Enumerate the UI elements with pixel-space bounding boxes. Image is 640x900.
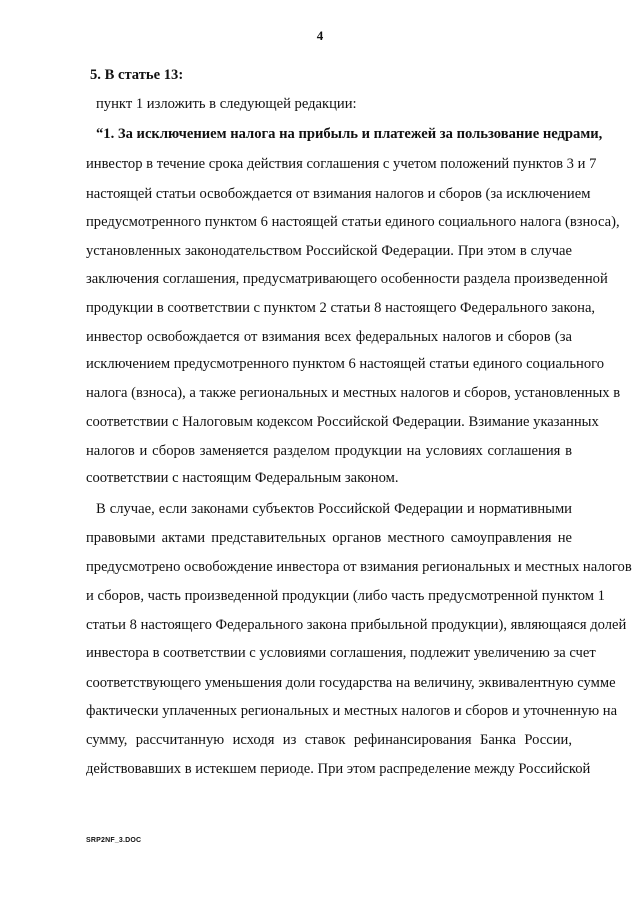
page-number: 4 — [316, 28, 324, 43]
section-heading: 5. В статье 13: — [90, 67, 184, 83]
paragraph1-line: инвестор в течение срока действия соглашения с учетом положений пунктов 3 и 7 — [86, 156, 597, 172]
paragraph1-line: соответствии с настоящим Федеральным законом. — [86, 470, 399, 486]
intro-line: пункт 1 изложить в следующей редакции: — [96, 96, 357, 112]
paragraph2-line: действовавших в истекшем периоде. При этом распределение между Российской — [86, 761, 591, 777]
paragraph2-line: и сборов, часть произведенной продукции (либо часть предусмотренной пунктом 1 — [86, 588, 605, 604]
paragraph2-line: соответствующего уменьшения доли государства на величину, эквивалентную сумме — [86, 675, 616, 691]
paragraph1-line: налога (взноса), а также региональных и местных налогов и сборов, установленных в — [86, 385, 621, 401]
paragraph1-line: продукции в соответствии с пунктом 2 статьи 8 настоящего Федерального закона, — [86, 300, 596, 316]
paragraph1-line: установленных законодательством Российской Федерации. При этом в случае — [86, 243, 572, 259]
paragraph2-line: статьи 8 настоящего Федерального закона прибыльной продукции), являющаяся долей — [86, 617, 627, 633]
paragraph1-line: инвестор освобождается от взимания всех федеральных налогов и сборов (за — [86, 329, 572, 345]
paragraph1-line: “1. За исключением налога на прибыль и платежей за пользование недрами, — [96, 126, 603, 142]
paragraph1-line: настоящей статьи освобождается от взимания налогов и сборов (за исключением — [86, 186, 591, 202]
document-body — [86, 0, 632, 900]
paragraph2-line: фактически уплаченных региональных и местных налогов и сборов и уточненную на — [86, 703, 618, 719]
paragraph1-line: предусмотренного пунктом 6 настоящей статьи единого социального налога (взноса), — [86, 214, 620, 230]
paragraph2-line: предусмотрено освобождение инвестора от взимания региональных и местных налогов — [86, 559, 632, 575]
paragraph2-line: сумму, рассчитанную исходя из ставок рефинансирования Банка России, — [86, 732, 572, 748]
footer-filename: SRP2NF_3.DOC — [86, 837, 142, 844]
paragraph2-line: В случае, если законами субъектов Российской Федерации и нормативными — [96, 501, 572, 517]
paragraph1-line: исключением предусмотренного пунктом 6 настоящей статьи единого социального — [86, 356, 605, 372]
paragraph1-line: заключения соглашения, предусматривающего особенности раздела произведенной — [86, 271, 608, 287]
paragraph1-line: налогов и сборов заменяется разделом продукции на условиях соглашения в — [86, 443, 572, 459]
paragraph2-line: инвестора в соответствии с условиями соглашения, подлежит увеличению за счет — [86, 645, 596, 661]
paragraph1-line: соответствии с Налоговым кодексом Российской Федерации. Взимание указанных — [86, 414, 599, 430]
paragraph2-line: правовыми актами представительных органов местного самоуправления не — [86, 530, 572, 546]
